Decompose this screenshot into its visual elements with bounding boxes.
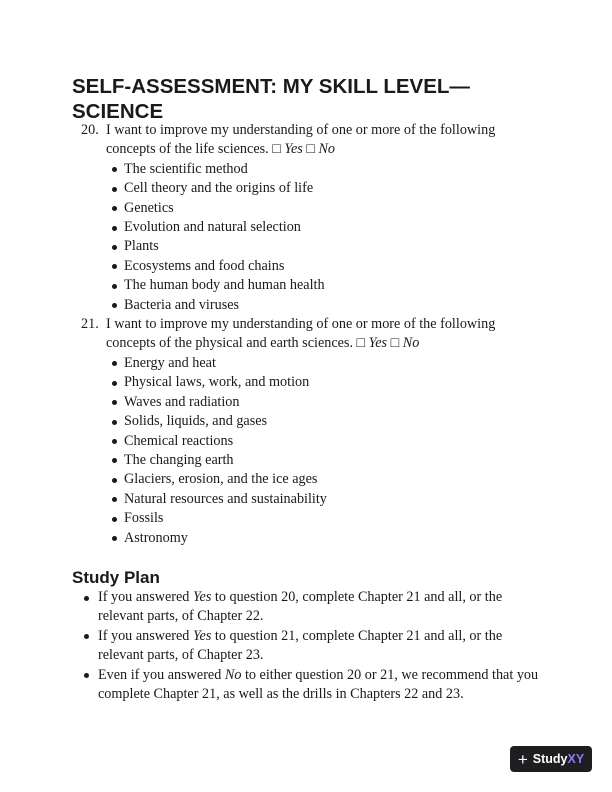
- list-item: Energy and heat: [81, 354, 541, 373]
- list-item: The human body and human health: [81, 276, 541, 295]
- study-plan-list: [72, 588, 542, 704]
- list-item: Glaciers, erosion, and the ice ages: [81, 470, 541, 489]
- life-science-topics: [81, 160, 541, 315]
- list-item: The changing earth: [81, 451, 541, 470]
- question-text: I want to improve my understanding of one or more of the following concepts of the life sciences.: [106, 122, 496, 158]
- study-plan-item: If you answered Yes to question 21, complete Chapter 21 and all, or the relevant parts, of Chapter 23.: [72, 627, 542, 666]
- list-item: Fossils: [81, 509, 541, 528]
- study-plan-item: Even if you answered No to either question 20 or 21, we recommend that you complete Chapter 21, as well as the drills in Chapters 22 and 23.: [72, 666, 542, 705]
- physical-science-topics: [81, 354, 541, 548]
- list-item: Genetics: [81, 199, 541, 218]
- studyxy-watermark[interactable]: [510, 746, 592, 772]
- plus-icon: +: [517, 749, 528, 769]
- list-item: The scientific method: [81, 160, 541, 179]
- list-item: Natural resources and sustainability: [81, 490, 541, 509]
- list-item: Waves and radiation: [81, 393, 541, 412]
- list-item: Plants: [81, 237, 541, 256]
- question-20: [81, 121, 541, 160]
- study-plan-heading: Study Plan: [72, 568, 160, 587]
- list-item: Evolution and natural selection: [81, 218, 541, 237]
- study-plan-item: If you answered Yes to question 20, complete Chapter 21 and all, or the relevant parts, of Chapter 22.: [72, 588, 542, 627]
- list-item: Astronomy: [81, 529, 541, 548]
- list-item: Physical laws, work, and motion: [81, 373, 541, 392]
- question-21: [81, 315, 541, 354]
- question-list: [81, 121, 541, 548]
- yes-no-options[interactable]: □ Yes □ No: [272, 141, 336, 158]
- list-item: Cell theory and the origins of life: [81, 179, 541, 198]
- question-number: 21.: [81, 316, 99, 333]
- list-item: Ecosystems and food chains: [81, 257, 541, 276]
- question-number: 20.: [81, 122, 99, 138]
- watermark-brand: StudyXY: [532, 752, 585, 766]
- yes-no-options[interactable]: □ Yes □ No: [356, 335, 420, 352]
- page-title: SELF-ASSESSMENT: MY SKILL LEVEL—SCIENCE: [72, 75, 470, 123]
- list-item: Solids, liquids, and gases: [81, 412, 541, 431]
- list-item: Bacteria and viruses: [81, 296, 541, 315]
- question-text: I want to improve my understanding of one or more of the following concepts of the physical and earth sciences.: [106, 316, 496, 352]
- list-item: Chemical reactions: [81, 432, 541, 451]
